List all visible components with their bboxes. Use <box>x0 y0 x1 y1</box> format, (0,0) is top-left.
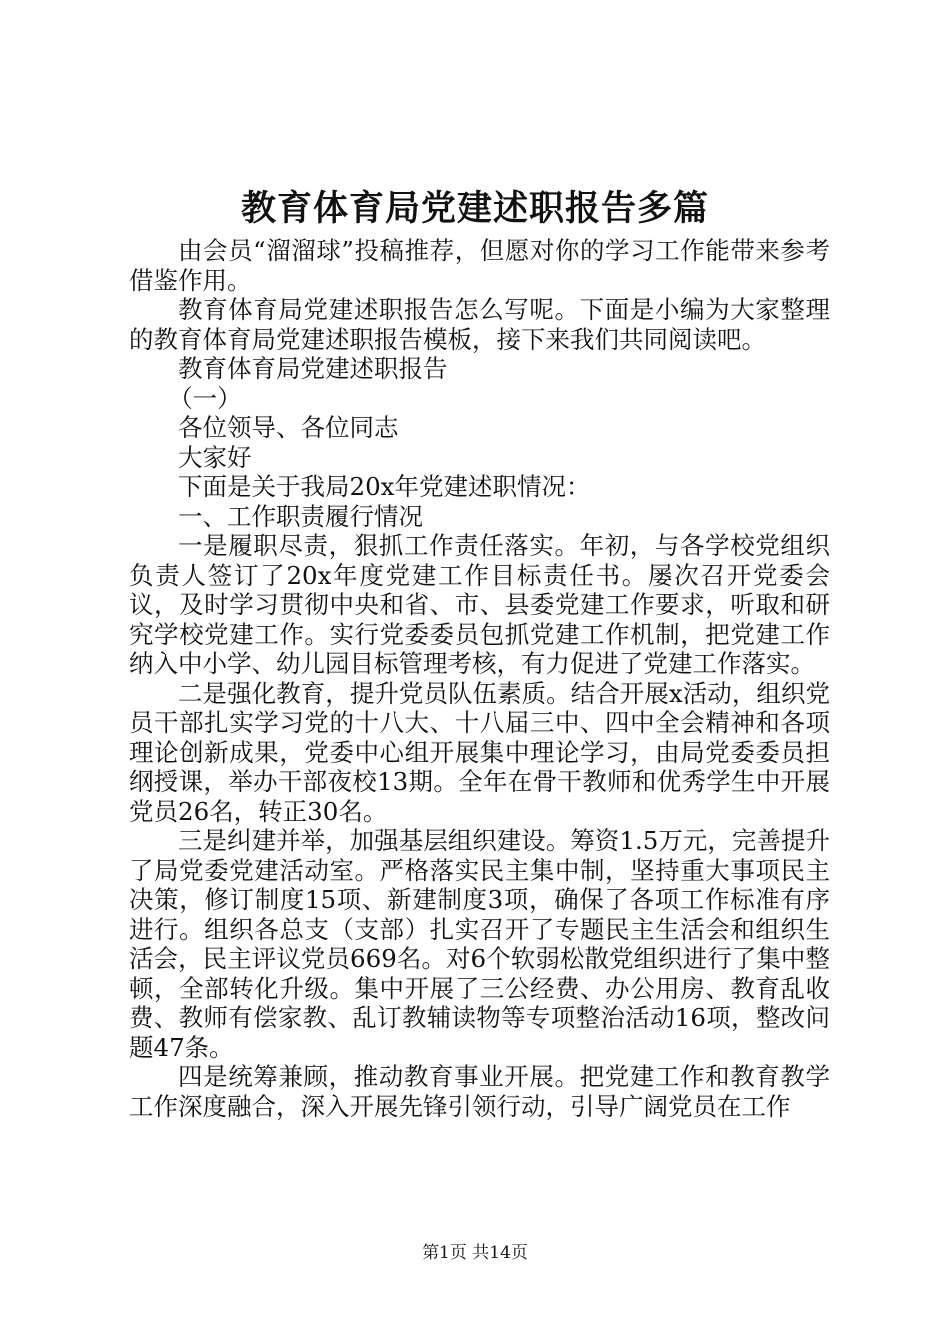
paragraph-point-4: 四是统筹兼顾，推动教育事业开展。把党建工作和教育教学工作深度融合，深入开展先锋引领行动，引导广阔党员在工作 <box>129 1062 830 1121</box>
paragraph-intro: 教育体育局党建述职报告怎么写呢。下面是小编为大家整理的教育体育局党建述职报告模板，接下来我们共同阅读吧。 <box>129 295 830 354</box>
paragraph-lead-in: 下面是关于我局20x年党建述职情况： <box>178 472 591 501</box>
paragraph-point-2: 二是强化教育，提升党员队伍素质。结合开展x活动，组织党员干部扎实学习党的十八大、十八届三中、四中全会精神和各项理论创新成果，党委中心组开展集中理论学习，由局党委委员担纲授课，举办干部夜校13期。全年在骨干教师和优秀学生中开展党员26名，转正30名。 <box>129 678 830 826</box>
document-title: 教育体育局党建述职报告多篇 <box>240 188 709 229</box>
page-footer: 第1页 共14页 <box>422 1243 528 1263</box>
paragraph-section-number: （一） <box>168 383 242 413</box>
paragraph-source-note: 由会员“溜溜球”投稿推荐，但愿对你的学习工作能带来参考借鉴作用。 <box>129 236 830 295</box>
paragraph-section-heading: 一、工作职责履行情况 <box>178 501 423 531</box>
document-body <box>129 236 830 1121</box>
paragraph-salutation: 各位领导、各位同志 <box>178 413 399 442</box>
paragraph-point-1: 一是履职尽责，狠抓工作责任落实。年初，与各学校党组织负责人签订了20x年度党建工作目标责任书。屡次召开党委会议，及时学习贯彻中央和省、市、县委党建工作要求，听取和研究学校党建工作。实行党委委员包抓党建工作机制，把党建工作纳入中小学、幼儿园目标管理考核，有力促进了党建工作落实。 <box>129 531 830 678</box>
paragraph-point-3: 三是纠建并举，加强基层组织建设。筹资1.5万元，完善提升了局党委党建活动室。严格落实民主集中制，坚持重大事项民主决策，修订制度15项、新建制度3项，确保了各项工作标准有序进行。组织各总支（支部）扎实召开了专题民主生活会和组织生活会，民主评议党员669名。对6个软弱松散党组织进行了集中整顿，全部转化升级。集中开展了三公经费、办公用房、教育乱收费、教师有偿家教、乱订教辅读物等专项整治活动16项，整改问题47条。 <box>129 826 830 1062</box>
paragraph-greeting: 大家好 <box>178 442 252 472</box>
paragraph-report-heading: 教育体育局党建述职报告 <box>178 354 448 383</box>
